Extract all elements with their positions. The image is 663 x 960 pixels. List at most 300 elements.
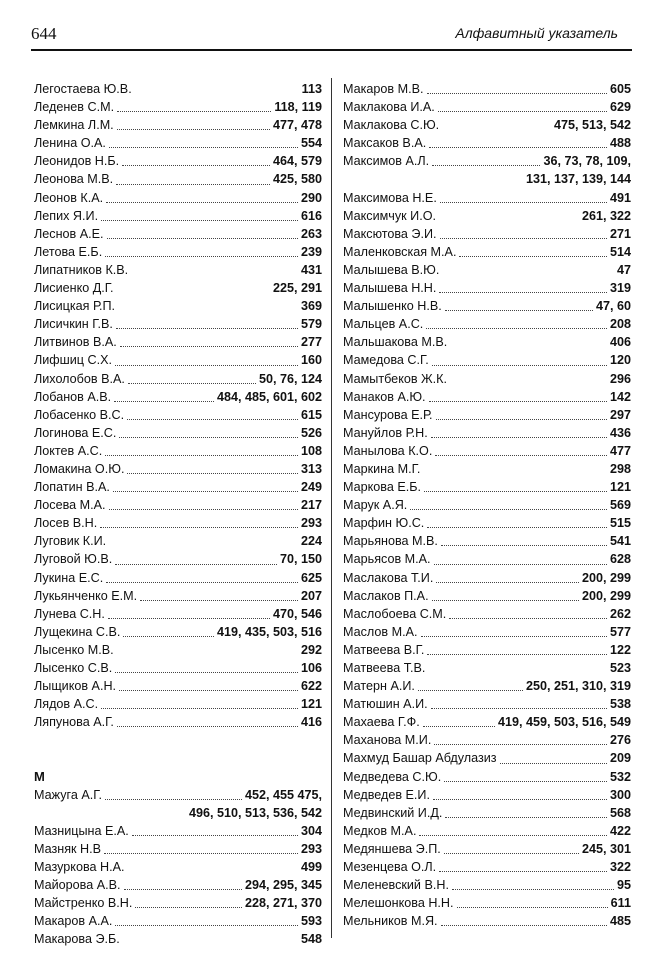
index-entry-name: Лосева М.А. bbox=[34, 498, 106, 513]
index-entry-name: Максимова Н.Е. bbox=[343, 190, 437, 205]
index-entry-pages: 271 bbox=[609, 226, 631, 241]
index-entry-pages: 249 bbox=[300, 480, 322, 495]
dot-leader bbox=[429, 401, 607, 402]
index-entry-pages: 419, 459, 503, 516, 549 bbox=[497, 715, 631, 730]
index-entry-pages: 290 bbox=[300, 190, 322, 205]
index-entry-name: Махаева Г.Ф. bbox=[343, 715, 420, 730]
index-entry bbox=[34, 478, 322, 496]
index-entry-name: Лосев В.Н. bbox=[34, 516, 98, 531]
index-entry-pages: 422 bbox=[609, 823, 631, 838]
index-entry-name: Лихолобов В.А. bbox=[34, 371, 125, 386]
index-entry bbox=[34, 930, 322, 948]
index-entry-pages: 369 bbox=[300, 299, 322, 314]
index-entry-name: Медвинский И.Д. bbox=[343, 805, 443, 820]
index-entry-name: Лысенко М.В. bbox=[34, 642, 114, 657]
index-entry bbox=[34, 261, 322, 279]
index-entry bbox=[343, 514, 631, 532]
index-entry bbox=[34, 514, 322, 532]
index-entry bbox=[343, 858, 631, 876]
dot-leader bbox=[439, 292, 607, 293]
index-entry bbox=[343, 442, 631, 460]
index-entry-name: Манаков А.Ю. bbox=[343, 389, 426, 404]
index-entry bbox=[34, 641, 322, 659]
index-column-left bbox=[34, 80, 322, 949]
index-entry-pages: 113 bbox=[301, 82, 322, 96]
index-entry-pages: 477, 478 bbox=[272, 118, 322, 133]
index-entry-name: Манылова К.О. bbox=[343, 443, 433, 458]
index-entry-name: Лысенко С.В. bbox=[34, 661, 113, 675]
index-entry-name: Матерн А.И. bbox=[343, 679, 415, 694]
index-entry bbox=[343, 804, 631, 822]
index-entry bbox=[34, 894, 322, 912]
index-entry bbox=[343, 659, 631, 677]
index-entry bbox=[343, 80, 631, 98]
index-entry-name: Мамытбеков Ж.К. bbox=[343, 371, 447, 386]
dot-leader bbox=[434, 744, 607, 745]
index-entry-name: Макаров М.В. bbox=[343, 82, 424, 96]
index-entry-name: Меленевский В.Н. bbox=[343, 878, 449, 893]
index-entry bbox=[34, 623, 322, 641]
index-entry bbox=[343, 261, 631, 279]
dot-leader bbox=[105, 455, 298, 456]
dot-leader bbox=[431, 708, 607, 709]
dot-leader bbox=[123, 636, 214, 637]
index-entry-name: Локтев А.С. bbox=[34, 443, 103, 458]
index-entry bbox=[34, 550, 322, 568]
index-entry-pages: 416 bbox=[300, 715, 322, 730]
dot-leader bbox=[117, 726, 298, 727]
index-entry-pages: 484, 485, 601, 602 bbox=[216, 389, 322, 404]
header-rule bbox=[31, 49, 632, 51]
index-entry-name: Матвеева Т.В. bbox=[343, 661, 426, 675]
index-entry bbox=[343, 388, 631, 406]
index-entry-pages: 548 bbox=[300, 932, 322, 947]
index-entry-name: Макарова Э.Б. bbox=[34, 932, 120, 947]
index-entry-pages: 118, 119 bbox=[274, 100, 322, 115]
index-entry-name: Маклакова С.Ю. bbox=[343, 118, 440, 133]
index-entry-pages: 47, 60 bbox=[595, 299, 631, 314]
index-entry-pages: 294, 295, 345 bbox=[244, 878, 322, 893]
index-entry bbox=[34, 496, 322, 514]
index-entry bbox=[34, 279, 322, 297]
dot-leader bbox=[500, 763, 607, 764]
dot-leader bbox=[436, 419, 607, 420]
index-entry bbox=[34, 225, 322, 243]
index-entry bbox=[34, 297, 322, 315]
index-entry-pages: 297 bbox=[609, 407, 631, 422]
dot-leader bbox=[106, 582, 298, 583]
dot-leader bbox=[115, 672, 298, 673]
index-entry-pages: 523 bbox=[609, 661, 631, 675]
index-entry-name: Матвеева В.Г. bbox=[343, 642, 425, 657]
index-entry-pages: 225, 291 bbox=[272, 281, 322, 296]
index-entry-pages: 593 bbox=[300, 914, 322, 929]
index-entry-name: Лукина Е.С. bbox=[34, 570, 104, 585]
index-entry-name: Мелешонкова Н.Н. bbox=[343, 896, 454, 911]
index-entry bbox=[34, 569, 322, 587]
index-column-right bbox=[343, 80, 631, 930]
index-entry-pages: 217 bbox=[300, 498, 322, 513]
dot-leader bbox=[432, 600, 579, 601]
index-entry-name: Майорова А.В. bbox=[34, 878, 121, 893]
index-entry bbox=[34, 713, 322, 731]
index-entry bbox=[34, 134, 322, 152]
index-entry-pages: 611 bbox=[610, 896, 631, 911]
dot-leader bbox=[449, 618, 607, 619]
index-entry-pages: 625 bbox=[300, 570, 322, 585]
index-entry-pages: 261, 322 bbox=[581, 208, 631, 223]
dot-leader bbox=[421, 636, 607, 637]
index-entry-pages: 262 bbox=[609, 606, 631, 621]
index-entry-pages: 298 bbox=[609, 461, 631, 476]
dot-leader bbox=[438, 111, 607, 112]
index-entry-name: Мельников М.Я. bbox=[343, 914, 438, 929]
index-entry-name: Маркова Е.Б. bbox=[343, 480, 422, 495]
dot-leader bbox=[429, 147, 607, 148]
index-entry bbox=[34, 442, 322, 460]
index-entry bbox=[34, 876, 322, 894]
index-entry-pages: 475, 513, 542 bbox=[553, 118, 631, 133]
index-entry bbox=[343, 912, 631, 930]
index-entry bbox=[34, 351, 322, 369]
index-entry-pages: 70, 150 bbox=[279, 552, 322, 567]
index-entry bbox=[34, 605, 322, 623]
index-entry-name: Лисицкая Р.П. bbox=[34, 299, 116, 314]
page-title: Алфавитный указатель bbox=[455, 25, 618, 41]
dot-leader bbox=[424, 491, 607, 492]
dot-leader bbox=[115, 564, 277, 565]
index-entry-name: Мальцев А.С. bbox=[343, 317, 424, 332]
index-entry bbox=[343, 333, 631, 351]
index-entry-pages: 491 bbox=[609, 190, 631, 205]
index-entry-name: Максаков В.А. bbox=[343, 136, 427, 151]
index-entry-pages: 47 bbox=[616, 262, 631, 277]
index-entry-pages: 313 bbox=[300, 461, 322, 476]
dot-leader bbox=[427, 93, 607, 94]
dot-leader bbox=[444, 781, 607, 782]
index-entry-pages: 95 bbox=[616, 878, 631, 893]
index-entry-pages: 419, 435, 503, 516 bbox=[216, 624, 322, 639]
index-entry-pages: 200, 299 bbox=[581, 570, 631, 585]
index-entry-name: Майстренко В.Н. bbox=[34, 896, 133, 911]
index-entry-name: Лобасенко В.С. bbox=[34, 407, 125, 422]
dot-leader bbox=[109, 509, 298, 510]
index-entry-pages: 554 bbox=[300, 136, 322, 151]
index-entry-name: Мазницына Е.А. bbox=[34, 823, 129, 838]
index-entry-pages: 224 bbox=[300, 534, 322, 549]
index-entry-pages: 319 bbox=[609, 281, 631, 296]
index-entry-pages: 121 bbox=[300, 697, 322, 712]
index-entry-name: Махмуд Башар Абдулазиз bbox=[343, 751, 497, 766]
index-entry-name: Малышева В.Ю. bbox=[343, 262, 440, 277]
index-entry bbox=[34, 207, 322, 225]
index-entry bbox=[34, 189, 322, 207]
index-entry-pages: 293 bbox=[300, 841, 322, 856]
index-entry-name: Лисиенко Д.Г. bbox=[34, 281, 114, 296]
index-entry-pages: 200, 299 bbox=[581, 588, 631, 603]
dot-leader bbox=[434, 564, 607, 565]
index-entry bbox=[34, 315, 322, 333]
index-entry-name: Медков М.А. bbox=[343, 823, 417, 838]
dot-leader bbox=[128, 383, 256, 384]
index-entry bbox=[34, 786, 322, 804]
index-entry bbox=[343, 677, 631, 695]
index-entry-name: Маслов М.А. bbox=[343, 624, 418, 639]
index-entry-pages: 322 bbox=[609, 860, 631, 875]
index-entry bbox=[34, 532, 322, 550]
index-entry-pages: 263 bbox=[300, 226, 322, 241]
index-entry-name: Маклакова И.А. bbox=[343, 100, 435, 115]
index-entry bbox=[343, 406, 631, 424]
index-entry-pages: 629 bbox=[609, 100, 631, 115]
section-gap bbox=[34, 731, 322, 749]
index-entry bbox=[343, 623, 631, 641]
dot-leader bbox=[440, 202, 607, 203]
index-entry bbox=[343, 243, 631, 261]
dot-leader bbox=[117, 111, 271, 112]
index-entry bbox=[343, 496, 631, 514]
index-entry-pages: 628 bbox=[609, 552, 631, 567]
dot-leader bbox=[107, 238, 298, 239]
dot-leader bbox=[132, 835, 298, 836]
index-entry-name: Летова Е.Б. bbox=[34, 244, 103, 259]
index-entry-pages: 515 bbox=[609, 516, 631, 531]
index-entry-name: Литвинов В.А. bbox=[34, 335, 117, 350]
index-entry-pages: 36, 73, 78, 109, bbox=[543, 154, 631, 169]
dot-leader bbox=[119, 437, 298, 438]
index-entry bbox=[343, 152, 631, 170]
index-entry bbox=[343, 641, 631, 659]
dot-leader bbox=[441, 545, 607, 546]
index-entry bbox=[343, 225, 631, 243]
index-entry bbox=[343, 786, 631, 804]
dot-leader bbox=[445, 310, 593, 311]
index-entry-name: Медяншева Э.П. bbox=[343, 841, 441, 856]
index-entry-pages: 477 bbox=[609, 443, 631, 458]
index-entry-pages: 245, 301 bbox=[581, 841, 631, 856]
index-entry-name: Леонов К.А. bbox=[34, 190, 104, 205]
index-entry-name: Медведев Е.И. bbox=[343, 787, 430, 802]
index-entry bbox=[343, 424, 631, 442]
index-entry bbox=[34, 170, 322, 188]
index-entry bbox=[343, 134, 631, 152]
index-entry-pages: 568 bbox=[609, 805, 631, 820]
dot-leader bbox=[122, 165, 270, 166]
index-entry-pages: 121 bbox=[609, 480, 631, 495]
index-entry bbox=[34, 406, 322, 424]
index-entry-pages: 577 bbox=[609, 624, 631, 639]
index-entry-pages: 277 bbox=[300, 335, 322, 350]
index-entry bbox=[34, 116, 322, 134]
index-entry-name: Макаров А.А. bbox=[34, 914, 113, 929]
index-entry-name: Максимчук И.О. bbox=[343, 208, 436, 223]
index-entry-name: Маленковская М.А. bbox=[343, 244, 457, 259]
index-entry-name: Маслобоева С.М. bbox=[343, 606, 447, 621]
index-entry-pages: 122 bbox=[609, 642, 631, 657]
index-entry-pages: 431 bbox=[300, 262, 322, 277]
dot-leader bbox=[426, 328, 607, 329]
index-entry-pages: 488 bbox=[609, 136, 631, 151]
dot-leader bbox=[100, 527, 298, 528]
index-entry-pages: 239 bbox=[300, 244, 322, 259]
index-entry bbox=[343, 189, 631, 207]
index-entry-pages: 514 bbox=[609, 244, 631, 259]
dot-leader bbox=[113, 491, 298, 492]
index-entry-name: Маханова М.И. bbox=[343, 733, 432, 748]
index-entry-name: Мальшакова М.В. bbox=[343, 335, 448, 350]
dot-leader bbox=[435, 455, 607, 456]
dot-leader bbox=[410, 509, 607, 510]
index-entry-name: Марфин Ю.С. bbox=[343, 516, 425, 531]
index-entry-pages: 207 bbox=[300, 588, 322, 603]
index-entry bbox=[343, 840, 631, 858]
index-entry-pages: 292 bbox=[300, 642, 322, 657]
index-entry-pages: 452, 455 475, bbox=[244, 787, 322, 802]
index-entry bbox=[34, 858, 322, 876]
index-entry-pages: 296 bbox=[609, 371, 631, 386]
index-entry-name: Маслаков П.А. bbox=[343, 588, 429, 603]
index-entry-pages: 605 bbox=[609, 82, 631, 96]
index-entry bbox=[343, 894, 631, 912]
index-entry bbox=[34, 152, 322, 170]
index-entry-name: Лисичкин Г.В. bbox=[34, 317, 113, 332]
dot-leader bbox=[120, 346, 298, 347]
dot-leader bbox=[124, 889, 242, 890]
index-entry bbox=[34, 98, 322, 116]
index-entry-name: Марьянова М.В. bbox=[343, 534, 438, 549]
index-entry-pages: 616 bbox=[300, 208, 322, 223]
index-entry-name: Медведева С.Ю. bbox=[343, 769, 442, 784]
dot-leader bbox=[109, 147, 298, 148]
index-entry-name: Малышева Н.Н. bbox=[343, 281, 437, 296]
dot-leader bbox=[105, 256, 298, 257]
index-entry-pages: 538 bbox=[609, 697, 631, 712]
index-entry-pages: 250, 251, 310, 319 bbox=[525, 679, 631, 694]
index-entry-pages: 160 bbox=[300, 353, 322, 368]
section-gap bbox=[34, 749, 322, 767]
dot-leader bbox=[452, 889, 614, 890]
index-entry-pages: 276 bbox=[609, 733, 631, 748]
index-entry-pages: 108 bbox=[300, 443, 322, 458]
index-entry bbox=[343, 370, 631, 388]
index-entry-name: Марук А.Я. bbox=[343, 498, 408, 513]
index-entry-pages: 569 bbox=[609, 498, 631, 513]
index-entry-name: Луговой Ю.В. bbox=[34, 552, 113, 567]
dot-leader bbox=[439, 871, 607, 872]
index-entry bbox=[343, 768, 631, 786]
index-entry-name: Мануйлов Р.Н. bbox=[343, 425, 428, 440]
index-entry bbox=[34, 822, 322, 840]
index-entry-name: Максютова Э.И. bbox=[343, 226, 437, 241]
index-entry-name: Малышенко Н.В. bbox=[343, 299, 442, 314]
index-entry bbox=[343, 98, 631, 116]
index-entry-pages: 541 bbox=[609, 534, 631, 549]
index-entry-name: Мазняк Н.В bbox=[34, 841, 102, 856]
index-entry-name: Леонова М.В. bbox=[34, 172, 114, 187]
index-entry-pages: 300 bbox=[609, 787, 631, 802]
dot-leader bbox=[444, 853, 579, 854]
dot-leader bbox=[108, 618, 270, 619]
dot-leader bbox=[140, 600, 298, 601]
index-entry-name: Леснов А.Е. bbox=[34, 226, 104, 241]
index-entry-name: Мазуркова Н.А. bbox=[34, 860, 125, 875]
index-entry bbox=[34, 243, 322, 261]
index-entry-name: Ломакина О.Ю. bbox=[34, 461, 125, 476]
dot-leader bbox=[127, 419, 298, 420]
page-header bbox=[31, 24, 632, 48]
index-entry-name: Ленина О.А. bbox=[34, 136, 106, 151]
index-entry bbox=[34, 333, 322, 351]
index-entry-name: Лыщиков А.Н. bbox=[34, 679, 117, 694]
dot-leader bbox=[436, 582, 579, 583]
index-entry bbox=[343, 822, 631, 840]
dot-leader bbox=[431, 437, 607, 438]
index-entry bbox=[34, 912, 322, 930]
index-entry-pages-continued: 131, 137, 139, 144 bbox=[525, 172, 631, 187]
index-entry bbox=[34, 695, 322, 713]
index-entry-name: Маслакова Т.И. bbox=[343, 570, 434, 585]
index-entry-pages: 120 bbox=[609, 353, 631, 368]
index-entry-name: Лопатин В.А. bbox=[34, 480, 110, 495]
index-entry-name: Мажуга А.Г. bbox=[34, 787, 102, 802]
index-entry-pages: 209 bbox=[609, 751, 631, 766]
index-entry bbox=[34, 80, 322, 98]
index-entry-name: Мансурова Е.Р. bbox=[343, 407, 433, 422]
dot-leader bbox=[457, 907, 608, 908]
index-entry bbox=[343, 569, 631, 587]
index-entry bbox=[343, 460, 631, 478]
index-entry bbox=[34, 424, 322, 442]
index-entry-name: Лобанов А.В. bbox=[34, 389, 112, 404]
index-entry-name: Лепих Я.И. bbox=[34, 208, 99, 223]
index-entry bbox=[34, 587, 322, 605]
index-entry-pages: 464, 579 bbox=[272, 154, 322, 169]
index-entry-pages: 579 bbox=[300, 317, 322, 332]
dot-leader bbox=[432, 365, 607, 366]
index-entry bbox=[343, 550, 631, 568]
index-entry-name: Марьясов М.А. bbox=[343, 552, 431, 567]
dot-leader bbox=[116, 184, 270, 185]
section-letter: М bbox=[34, 768, 45, 784]
dot-leader bbox=[116, 328, 298, 329]
index-entry-pages: 470, 546 bbox=[272, 606, 322, 621]
index-entry bbox=[343, 876, 631, 894]
dot-leader bbox=[115, 365, 298, 366]
index-entry bbox=[34, 388, 322, 406]
index-entry-name: Ляпунова А.Г. bbox=[34, 715, 114, 730]
index-entry-name: Леденев С.М. bbox=[34, 100, 115, 115]
dot-leader bbox=[423, 726, 495, 727]
column-divider bbox=[331, 78, 332, 938]
index-entry-name: Леонидов Н.Б. bbox=[34, 154, 120, 169]
index-entry bbox=[34, 370, 322, 388]
index-entry-pages: 106 bbox=[300, 661, 322, 675]
index-entry bbox=[343, 605, 631, 623]
index-entry bbox=[34, 460, 322, 478]
index-entry-pages: 50, 76, 124 bbox=[258, 371, 322, 386]
index-entry-name: Лядов А.С. bbox=[34, 697, 99, 712]
index-entry bbox=[343, 713, 631, 731]
dot-leader bbox=[427, 654, 607, 655]
index-entry-pages: 485 bbox=[609, 914, 631, 929]
dot-leader bbox=[106, 202, 298, 203]
index-entry bbox=[343, 731, 631, 749]
index-entry bbox=[343, 279, 631, 297]
index-entry bbox=[34, 677, 322, 695]
index-entry bbox=[343, 297, 631, 315]
dot-leader bbox=[135, 907, 242, 908]
index-entry bbox=[34, 659, 322, 677]
